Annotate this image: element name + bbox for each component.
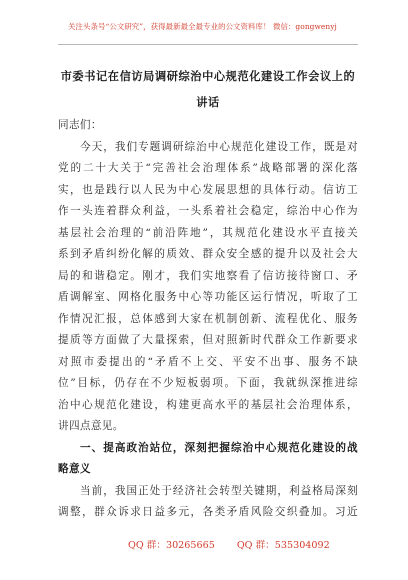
- document-title-line-2: 讲话: [196, 95, 220, 109]
- qq-group-1: QQ 群：30265665: [128, 540, 215, 551]
- paragraph-line: 位”目标，仍存在不少短板弱项。下面，我就纵深推进综: [58, 377, 358, 389]
- paragraph-line: 今天，我们专题调研综治中心规范化建设工作，既是对: [80, 140, 358, 153]
- paragraph-line: 系到矛盾纠纷化解的质效、群众安全感的提升以及社会大: [58, 248, 358, 260]
- salutation: 同志们：: [58, 119, 102, 131]
- paragraph-line: 党的二十大关于“完善社会治理体系”战略部署的深化落: [58, 162, 358, 174]
- paragraph-line: 作情况汇报，总体感到大家在机制创新、流程优化、服务: [58, 312, 358, 325]
- header-divider: [58, 44, 358, 45]
- section-heading-1: 一、提高政治站位，深刻把握综治中心规范化建设的战: [80, 441, 358, 454]
- paragraph-line: 盾调解室、网格化服务中心等功能区运行情况，听取了工: [58, 291, 358, 303]
- header-banner: 关注头条号“公文研究”，获得最新最全最专业的公文资料库！ 微信：gongwenyj: [68, 22, 337, 31]
- paragraph-line: 提质等方面做了大量探索，但对照新时代群众工作新要求: [58, 334, 358, 346]
- document-body: [58, 115, 358, 524]
- qq-group-2: QQ 群：535304092: [236, 540, 330, 551]
- section-heading-1-cont: 略意义: [58, 463, 91, 475]
- paragraph-line: 对照市委提出的“矛盾不上交、平安不出事、服务不缺: [58, 355, 358, 368]
- paragraph-line: 治中心规范化建设，构建更高水平的基层社会治理体系，: [58, 398, 358, 411]
- paragraph-line: 基层社会治理的“前沿阵地”，其规范化建设水平直接关: [58, 226, 358, 239]
- paragraph-line: 调整，群众诉求日益多元，各类矛盾风险交织叠加。习近: [58, 506, 358, 518]
- paragraph-line: 局的和谐稳定。刚才，我们实地察看了信访接待窗口、矛: [58, 269, 358, 282]
- paragraph-line: 实，也是践行以人民为中心发展思想的具体行动。信访工: [58, 183, 358, 196]
- paragraph-line: 作一头连着群众利益，一头系着社会稳定，综治中心作为: [58, 205, 358, 217]
- document-title-line-1: 市委书记在信访局调研综治中心规范化建设工作会议上的: [60, 69, 356, 83]
- paragraph-line: 当前，我国正处于经济社会转型关键期，利益格局深刻: [80, 484, 358, 497]
- paragraph-line: 讲四点意见。: [58, 420, 124, 432]
- footer-contact: [128, 537, 328, 551]
